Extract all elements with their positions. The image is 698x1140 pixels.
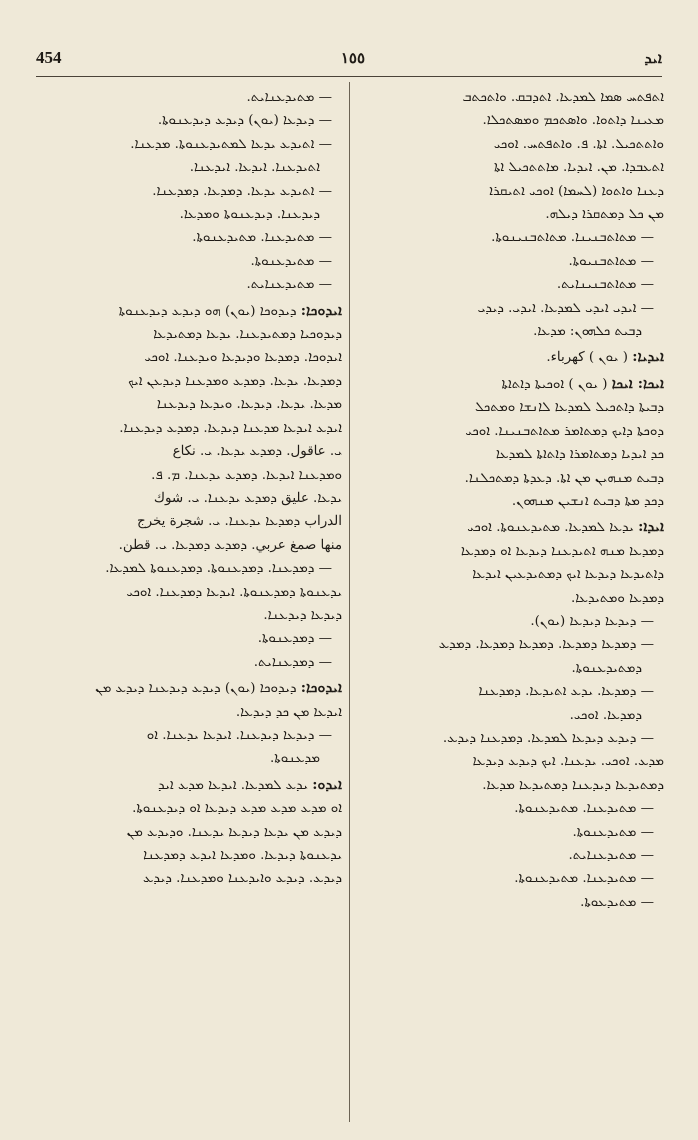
text-line: ܝ. عاقول. ܕܡܕܥ ܝܕܥܐ. ܝ. نكاع bbox=[172, 444, 342, 460]
text-line: ܡܕܥܐ. ܝܕܥܐ. ܕܝܕܥܐ. ܘܝܕܥܐ ܕܝܕܥܢܐ bbox=[156, 397, 342, 413]
text-line: ܕܘܟܬܐ ܕܐܝܟ ܕܡܬܐܡܪ ܡܬܐܬܒܢܝܢܐ. ܐܘܟܝ bbox=[465, 423, 664, 439]
text-line: ܐܬܥܒܕܐ. ܡܢ. ܐܝܕܝܐ. ܡܐܬܬܟܝܠ ܐܬܐ bbox=[493, 160, 664, 176]
entry-headword: ܐܝܕܘ: bbox=[312, 776, 342, 793]
text-line: ܕܡܕܥܐ. ܝܕܥܐ. ܕܡܕܥ ܘܡܕܥܢܐ ܕܝܕܥܢ ܐܝܟ bbox=[128, 373, 342, 389]
text-line: ܕܡܕܥܐ ܘܡܬܝܕܥܐ. bbox=[570, 590, 664, 606]
text-line: ܐܝܕܥܐ ܡܢ ܟܕ ܕܝܕܥܐ. bbox=[235, 704, 342, 720]
sub-entry-line: — ܐܬܝܕܥ ܝܕܥܐ. ܕܡܕܥܐ. ܕܡܕܥܢܐ. bbox=[152, 183, 332, 199]
text-line: ܝܕܥܐ. علیق ܕܡܕܥ ܝܕܥܢܐ. ܝ. شوك bbox=[153, 490, 342, 506]
text-line: ܕܒܝܬܐ ܕܐܬܟܝܠ ܠܡܕܥܐ ܠܐܢܫܐ ܘܡܬܟܠ bbox=[474, 400, 664, 416]
text-line: ܕܡܕܥܐ ܡܢܗ ܐܬܝܕܥܢܐ ܕܝܕܥܐ ܐܘ ܕܡܕܥܐ bbox=[460, 543, 664, 559]
text-line: الدراب ܕܡܕܥܐ ܝܕܥܢܐ. ܝ. شجرة يخرج bbox=[136, 514, 342, 530]
entry-text: ( ܝܘܢ ) ܐܘܟܝܬܐ ܕܐܬܐܬܐ bbox=[501, 376, 612, 392]
sub-entry-line: — ܡܬܐܬܒܢܝܘܬܐ. bbox=[568, 253, 654, 269]
text-line: ܝܕܥܢܘܬܐ ܕܡܕܥܢܘܬܐ. ܐܝܕܥܐ ܕܡܕܥܢܐ. ܐܘܟܝ bbox=[126, 584, 342, 600]
text-line: ܐܝܕܥ ܐܝܕܥܐ ܡܕܥܢܐ ܕܝܕܥܐ. ܕܡܕܥ ܕܝܕܥܢܐ. bbox=[119, 420, 342, 436]
text-line: ܡܕܥ. ܐܘܟܝ. ܝܕܥܢܐ. ܐܝܟ ܕܝܕܥ ܕܝܕܥܐ bbox=[472, 754, 664, 770]
sub-entry-line: — ܕܡܕܥܢܐܝܬ. bbox=[253, 654, 332, 670]
dictionary-entry bbox=[34, 300, 342, 323]
text-line: ܐܬܝܕܥܢܐ. ܐܝܕܥܐ. ܐܝܕܥܢܐ. bbox=[189, 160, 320, 176]
text-line: ܕܟܕ ܡܬܐ ܕܒܝܬ ܐܢܫܝܢ ܡܢܗܘܢ. bbox=[511, 493, 664, 509]
text-line: ܡܥܝܢܐ ܕܐܬܘܐ. ܘܐܣܬܟܡ ܘܡܣܬܟܠܐ. bbox=[482, 113, 664, 129]
sub-entry-line: — ܕܡܕܥܐ. ܝܕܥ ܐܬܝܕܥܐ. ܕܡܕܥܢܐ bbox=[478, 684, 654, 700]
text-line: ܕܒܝܬ ܟܠܗܘܢ: ܡܕܥܐ. bbox=[533, 324, 642, 340]
sub-entry-line: — ܡܬܝܕܥܢܐ. ܡܬܝܕܥܢܘܬܐ. bbox=[514, 871, 654, 887]
sub-entry-line: — ܕܝܕܥܐ (ܝܘܢ) ܕܝܕܥ ܕܝܕܥܢܘܬܐ. bbox=[157, 113, 332, 129]
page-number: 454 bbox=[36, 48, 62, 67]
sub-entry-line: — ܕܝܕܥܐ ܕܝܕܥܐ (ܝܘܢ). bbox=[530, 613, 654, 629]
text-line: ܐܘ ܡܕܥ ܡܕܥ ܡܕܥ ܕܝܕܥܐ ܐܘ ܕܝܕܥܢܘܬܐ. bbox=[132, 801, 342, 817]
right-column bbox=[358, 86, 664, 914]
dictionary-entry bbox=[358, 516, 664, 539]
entry-text: ܕܝܕܘܟܐ (ܝܘܢ) ܕܝܕܥ ܕܝܕܥܢܐ ܕܝܕܥ ܡܢ bbox=[95, 681, 301, 697]
sub-entry-line: — ܡܬܝܕܥܢܘܬܐ. bbox=[572, 824, 654, 840]
text-line: ܘܐܬܬܟܝܠ. ܐܬܐ. ܦ. ܘܐܬܦܬܚ. ܐܘܟܝ bbox=[493, 136, 664, 152]
header-center-numeral: ١٥٥ bbox=[340, 49, 366, 67]
text-line: ܕܝܕܥܢܐ. ܕܝܕܥܢܘܬܐ ܘܡܕܥܐ. bbox=[179, 207, 320, 223]
column-divider bbox=[349, 82, 350, 1122]
text-line: ܐܬܦܬܚ ܣܡܐ ܠܡܕܥܐ. ܐܬܕܒܩ. ܘܐܬܟܬܒ bbox=[462, 90, 664, 105]
sub-entry-line: — ܕܝܕܥ ܕܝܕܥܐ ܠܡܕܥܐ. ܕܡܕܥܢܐ ܕܝܕܥ. bbox=[442, 730, 654, 746]
text-line: ܝܕܥܢܘܬܐ ܕܝܕܥܐ. ܘܡܕܥܐ ܐܝܕܥ ܕܡܕܥܢܐ bbox=[143, 848, 342, 863]
sub-entry-line: — ܡܬܐܬܒܢܝܢܐܝܬ. bbox=[556, 277, 654, 293]
entry-headword: ܐܝܕܐ: bbox=[638, 519, 664, 536]
text-line: ܕܡܕܥܐ. ܐܘܟܝ. bbox=[569, 707, 642, 723]
header-catchword: ܐܝܕ bbox=[644, 49, 662, 67]
entry-headword: ܐܝܕܝܐ: bbox=[632, 349, 664, 366]
text-line: ܘܡܕܥܢܐ ܐܝܕܥܐ. ܕܡܕܥ ܝܕܥܢܐ. ܡ. ܦ. bbox=[151, 467, 342, 483]
sub-entry-line: — ܐܝܕܝ ܐܝܕܝ ܠܡܕܥܐ. ܐܝܕܝ. ܕܝܕܝ bbox=[477, 300, 654, 316]
sub-entry-line: — ܕܡܕܥܢܘܬܐ. bbox=[257, 631, 332, 647]
text-line: ܟܕ ܐܝܕܝܐ ܕܡܬܐܡܪܐ ܕܐܬܐܬܐ ܠܡܕܥܐ bbox=[495, 447, 664, 463]
text-line: ܕܥܢܐ ܘܐܬܘܐ (ܠܚܡܐ) ܐܘܟܝ ܐܬܝܩܪܐ bbox=[489, 183, 664, 199]
text-line: ܕܡܬܝܕܥܐ ܕܝܕܥܢܐ ܕܡܬܝܕܥܐ ܡܕܥܐ. bbox=[482, 777, 664, 793]
header-rule bbox=[36, 76, 662, 77]
left-column bbox=[34, 86, 342, 891]
text-line: ܕܡܬܝܕܥܢܘܬܐ. bbox=[571, 660, 642, 676]
entry-text: ܕܝܕܘܟܐ (ܝܘܢ) ܗܘ ܕܝܕܥ ܕܝܕܥܢܘܬܐ bbox=[118, 303, 301, 319]
dictionary-entry bbox=[358, 346, 664, 369]
text-line: ܕܒܝܬ ܡܢܗܝܢ ܡܢ ܐܬܐ. ܕܥܕܬܐ ܕܡܬܟܠܢܐ. bbox=[464, 470, 664, 486]
entry-text: ܝܕܥܐ ܠܡܕܥܐ. ܡܬܝܕܥܢܘܬܐ. ܐܘܟܝ bbox=[467, 520, 639, 536]
text-line: منها صمغ عربي. ܕܡܕܥ ܕܡܕܥܐ. ܝ. قطن. bbox=[118, 537, 342, 553]
sub-entry-line: — ܐܬܝܕܥ ܝܕܥܐ ܠܡܬܝܕܥܢܘܬܐ. ܡܕܥܢܐ. bbox=[130, 136, 332, 152]
sub-entry-line: — ܕܡܕܥܐ ܕܡܕܥܐ. ܕܡܕܥܐ ܕܡܕܥܐ. ܕܡܕܥ bbox=[438, 637, 654, 653]
entry-headword: ܐܝܟܐ: ܐܝܟܐ bbox=[611, 375, 664, 392]
entry-text: ܝܕܥ ܠܡܕܥܐ. ܐܝܕܥܐ ܡܕܥ ܐܝܕ bbox=[158, 777, 313, 793]
text-line: ܡܕܥܢܘܬܐ. bbox=[270, 751, 320, 767]
sub-entry-line: — ܡܬܝܕܥܢܐܝܬ. bbox=[246, 277, 332, 293]
text-line: ܐܝܕܘܟܐ. ܕܡܕܥܐ ܘܕܝܕܥܐ ܘܝܕܥܢܐ. ܐܘܟܝ bbox=[144, 350, 342, 366]
text-line: ܡܢ ܟܠ ܕܡܬܩܪܐ ܕܝܠܗ. bbox=[545, 207, 664, 223]
dictionary-entry bbox=[358, 373, 664, 396]
running-head bbox=[36, 46, 662, 70]
dictionary-entry bbox=[34, 677, 342, 700]
text-line: ܕܝܕܥܐ ܕܝܕܥܢܐ. bbox=[263, 607, 342, 623]
sub-entry-line: — ܡܬܝܕܥܢܐ. ܡܬܝܕܥܢܘܬܐ. bbox=[514, 801, 654, 817]
sub-entry-line: — ܡܬܝܕܥܢܐܝܬ. bbox=[568, 848, 654, 863]
sub-entry-line: — ܡܬܝܕܥܢܘܬܐ. bbox=[250, 253, 332, 269]
sub-entry-line: — ܡܬܐܬܒܢܝܢܐ. ܡܬܐܬܒܢܝܢܘܬܐ. bbox=[491, 230, 654, 246]
text-line: ܕܝܕܘܟܝܐ ܕܡܬܝܕܥܢܐ. ܝܕܥܐ ܕܡܬܝܕܥܐ bbox=[153, 327, 342, 343]
sub-entry-line: — ܕܡܕܥܢܐ. ܕܡܕܥܢܘܬܐ. ܕܡܕܥܢܘܬܐ ܠܡܕܥܐ. bbox=[105, 561, 332, 577]
sub-entry-line: — ܡܬܝܕܥܘܬܐ. bbox=[580, 894, 654, 910]
entry-headword: ܐܝܕܘܟܐ: bbox=[300, 680, 342, 697]
text-line: ܕܐܬܝܕܥܐ ܕܝܕܥܐ ܐܝܟ ܕܡܬܝܕܥܝܢ ܐܝܕܥܐ bbox=[472, 567, 664, 583]
entry-text: ( ܝܘܢ ) کهرباء. bbox=[546, 350, 633, 366]
dictionary-entry bbox=[34, 774, 342, 797]
entry-headword: ܐܝܕܘܟܐ: bbox=[300, 302, 342, 319]
text-line: ܕܝܕܥ. ܕܝܕܥ ܘܐܝܕܥܢܐ ܘܡܕܥܢܐ. ܕܝܕܥ bbox=[143, 871, 342, 887]
sub-entry-line: — ܡܬܝܕܥܢܐܝܬ. bbox=[246, 90, 332, 105]
sub-entry-line: — ܕܝܕܥܐ ܕܝܕܥܢܐ. ܐܝܕܥܐ ܝܕܥܢܐ. ܐܘ bbox=[146, 727, 332, 743]
text-line: ܕܝܕܥ ܡܢ ܝܕܥܐ ܕܝܕܥܐ ܝܕܥܢܐ. ܘܕܝܕܥ ܡܢ bbox=[126, 824, 342, 840]
sub-entry-line: — ܡܬܝܕܥܢܐ. ܡܬܝܕܥܢܘܬܐ. bbox=[192, 230, 332, 246]
